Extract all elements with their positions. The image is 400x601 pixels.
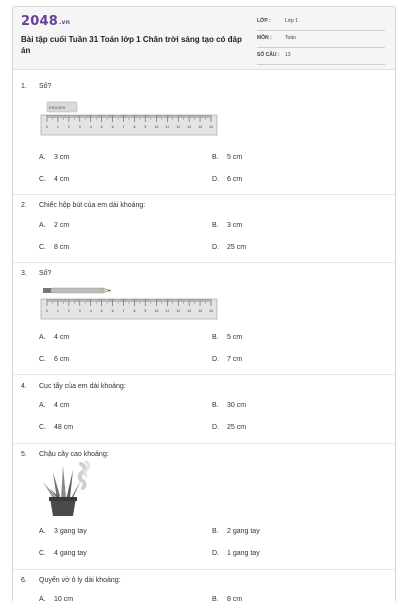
question-6 [21, 577, 121, 584]
option-letter: D. [212, 424, 219, 431]
question-number: 3. [21, 270, 27, 277]
pencil-icon [43, 288, 111, 293]
option-5c[interactable] [39, 550, 87, 557]
option-3a[interactable] [39, 334, 69, 341]
meta-row-count [257, 50, 385, 65]
divider [13, 194, 395, 195]
question-number: 6. [21, 577, 27, 584]
ruler-tick-label: 10 [154, 125, 159, 129]
question-number: 2. [21, 202, 27, 209]
option-text: 2 cm [54, 222, 70, 229]
option-text: 4 cm [54, 402, 70, 409]
ruler-tick-label: 4 [89, 309, 92, 313]
question-2 [21, 202, 145, 209]
ruler-tick-label: 3 [78, 309, 81, 313]
option-text: 25 cm [227, 244, 247, 251]
ruler-tick-label: 2 [67, 309, 70, 313]
option-letter: B. [212, 154, 219, 161]
question-3 [21, 270, 51, 277]
option-text: 4 cm [54, 176, 70, 183]
option-letter: D. [212, 244, 219, 251]
question-text: Chậu cây cao khoảng: [39, 451, 109, 458]
option-3b[interactable] [212, 334, 242, 341]
meta-key: SỐ CÂU : [257, 52, 280, 58]
eraser-label: ERASER [49, 105, 66, 110]
ruler-tick-label: 14 [198, 309, 203, 313]
option-letter: B. [212, 528, 219, 535]
option-text: 5 cm [227, 154, 243, 161]
ruler-1 [41, 115, 217, 135]
option-letter: B. [212, 222, 219, 229]
ruler-tick-label: 2 [67, 125, 70, 129]
ruler-tick-label: 11 [165, 309, 170, 313]
eraser-icon [47, 102, 77, 112]
ruler-tick-label: 6 [111, 309, 114, 313]
option-text: 3 cm [227, 222, 243, 229]
option-4d[interactable] [212, 424, 246, 431]
option-2b[interactable] [212, 222, 242, 229]
option-text: 1 gang tay [227, 550, 260, 557]
option-text: 3 cm [54, 154, 70, 161]
ruler-tick-label: 9 [144, 309, 147, 313]
ruler-tick-label: 5 [100, 309, 103, 313]
option-letter: C. [39, 424, 46, 431]
worksheet-title: Bài tập cuối Tuần 31 Toán lớp 1 Chân trời sáng tạo có đáp án [21, 35, 242, 55]
meta-key: MÔN : [257, 35, 272, 41]
option-letter: A. [39, 402, 46, 409]
ruler-tick-label: 12 [176, 309, 181, 313]
question-5 [21, 451, 109, 458]
option-1a[interactable] [39, 154, 69, 161]
pencil-ruler-figure [39, 285, 219, 321]
question-text: Số? [39, 270, 52, 277]
meta-value: Lớp 1 [285, 18, 299, 24]
option-4a[interactable] [39, 402, 69, 409]
option-text: 30 cm [227, 402, 247, 409]
option-text: 4 cm [54, 334, 70, 341]
divider [13, 262, 395, 263]
ruler-tick-label: 6 [111, 125, 114, 129]
ruler-tick-label: 1 [56, 309, 59, 313]
option-3c[interactable] [39, 356, 69, 363]
option-text: 4 gang tay [54, 550, 87, 557]
meta-row-class [257, 16, 385, 31]
option-letter: B. [212, 402, 219, 409]
option-letter: A. [39, 222, 46, 229]
option-6a[interactable] [39, 596, 73, 601]
meta-key: LỚP : [257, 18, 271, 24]
option-6b[interactable] [212, 596, 242, 601]
option-letter: C. [39, 356, 46, 363]
option-text: 10 cm [54, 596, 74, 601]
divider [13, 374, 395, 375]
ruler-tick-label: 8 [133, 125, 136, 129]
option-letter: D. [212, 550, 219, 557]
option-letter: B. [212, 596, 219, 601]
option-text: 2 gang tay [227, 528, 260, 535]
option-letter: D. [212, 176, 219, 183]
site-logo[interactable] [21, 14, 70, 29]
ruler-tick-label: 1 [56, 125, 59, 129]
option-letter: A. [39, 528, 46, 535]
option-text: 8 cm [227, 596, 243, 601]
ruler-tick-label: 13 [187, 309, 192, 313]
option-4c[interactable] [39, 424, 73, 431]
meta-row-subject [257, 33, 385, 48]
option-letter: A. [39, 334, 46, 341]
ruler-tick-label: 8 [133, 309, 136, 313]
question-number: 1. [21, 83, 27, 90]
divider [13, 569, 395, 570]
ruler-tick-label: 7 [122, 309, 125, 313]
option-5a[interactable] [39, 528, 87, 535]
option-text: 6 cm [54, 356, 70, 363]
ruler-tick-label: 11 [165, 125, 170, 129]
ruler-3 [41, 299, 217, 319]
option-text: 48 cm [54, 424, 74, 431]
ruler-tick-label: 5 [100, 125, 103, 129]
ruler-tick-label: 7 [122, 125, 125, 129]
option-letter: B. [212, 334, 219, 341]
option-2c[interactable] [39, 244, 69, 251]
option-text: 25 cm [227, 424, 247, 431]
option-1d[interactable] [212, 176, 242, 183]
question-1 [21, 83, 51, 90]
ruler-tick-label: 13 [187, 125, 192, 129]
question-number: 5. [21, 451, 27, 458]
option-1c[interactable] [39, 176, 69, 183]
question-4 [21, 383, 126, 390]
ruler-tick-label: 4 [89, 125, 92, 129]
option-letter: A. [39, 596, 46, 601]
option-letter: C. [39, 244, 46, 251]
meta-value: 13 [285, 52, 291, 58]
question-text: Số? [39, 83, 52, 90]
option-5d[interactable] [212, 550, 260, 557]
option-3d[interactable] [212, 356, 242, 363]
option-2a[interactable] [39, 222, 69, 229]
logo-ext: .vn [58, 19, 71, 26]
ruler-tick-label: 15 [209, 125, 213, 129]
meta-table [257, 16, 385, 67]
option-text: 5 cm [227, 334, 243, 341]
logo-text: 2048 [21, 14, 58, 29]
ruler-tick-label: 10 [154, 309, 159, 313]
ruler-tick-label: 3 [78, 125, 81, 129]
ruler-tick-label: 14 [198, 125, 203, 129]
meta-value: Toán [285, 35, 296, 41]
question-text: Quyển vở ô ly dài khoảng: [39, 577, 121, 584]
ruler-tick-label: 0 [46, 309, 48, 313]
worksheet-page [12, 6, 396, 601]
option-4b[interactable] [212, 402, 246, 409]
question-text: Chiếc hộp bút của em dài khoảng: [39, 202, 146, 209]
ruler-tick-label: 0 [46, 125, 48, 129]
option-letter: C. [39, 550, 46, 557]
option-text: 6 cm [227, 176, 243, 183]
worksheet-header [13, 7, 395, 70]
ruler-tick-label: 9 [144, 125, 147, 129]
question-number: 4. [21, 383, 27, 390]
option-letter: D. [212, 356, 219, 363]
option-text: 8 cm [54, 244, 70, 251]
option-letter: C. [39, 176, 46, 183]
potted-plant-icon [37, 460, 99, 518]
option-2d[interactable] [212, 244, 246, 251]
option-5b[interactable] [212, 528, 260, 535]
option-letter: A. [39, 154, 46, 161]
eraser-ruler-figure [39, 101, 219, 137]
divider [13, 443, 395, 444]
option-1b[interactable] [212, 154, 242, 161]
question-text: Cục tẩy của em dài khoảng: [39, 383, 126, 390]
option-text: 7 cm [227, 356, 243, 363]
option-text: 3 gang tay [54, 528, 87, 535]
ruler-tick-label: 15 [209, 309, 213, 313]
ruler-tick-label: 12 [176, 125, 181, 129]
